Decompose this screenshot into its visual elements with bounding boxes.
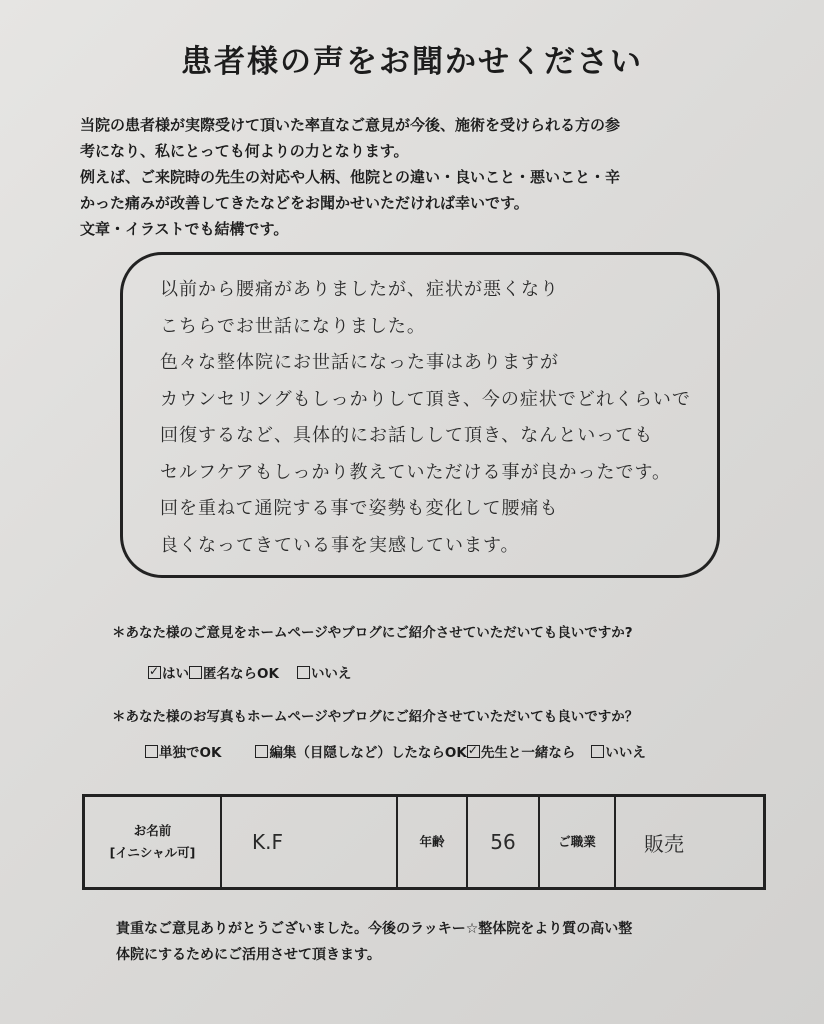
closing-text [116,916,776,968]
question-web-consent: ＊あなた様のご意見をホームページやブログにご紹介させていただいても良いですか? [112,625,633,641]
options-photo-consent [145,741,656,761]
comment-line: こちらでお世話になりました。 [160,315,426,337]
checkbox-anonymous[interactable] [189,666,202,679]
comment-line: 回復するなど、具体的にお話しして頂き、なんといっても [160,425,654,446]
options-web-consent [148,662,361,682]
age-value: 56 [490,830,516,854]
option-label: はい [162,666,189,682]
intro-line: 考になり、私にとっても何よりの力となります。 [80,142,409,160]
checkbox-edited-ok[interactable] [255,745,268,758]
checkbox-alone-ok[interactable] [145,745,158,758]
option-with-teacher[interactable] [467,741,576,761]
checkbox-no[interactable] [297,666,310,679]
comment-line: 以前から腰痛がありましたが、症状が悪くなり [160,279,559,300]
age-value-cell[interactable] [468,797,540,887]
job-label-cell [540,797,616,887]
respondent-info-table [82,794,766,890]
job-label: ご職業 [558,834,596,849]
option-label: 編集（目隠しなど）したならOK [269,745,467,761]
age-label-cell [398,797,468,887]
option-label: いいえ [605,745,646,761]
comment-line: セルフケアもしっかり教えていただける事が良かったです。 [160,461,672,483]
intro-text [80,112,760,242]
closing-line: 体院にするためにご活用させて頂きます。 [116,947,381,963]
intro-line: かった痛みが改善してきたなどをお聞かせいただければ幸いです。 [80,194,529,212]
intro-line: 当院の患者様が実際受けて頂いた率直なご意見が今後、施術を受けられる方の参 [80,116,621,134]
comment-line: 色々な整体院にお世話になった事はありますが [160,352,559,373]
option-anonymous[interactable] [189,662,279,682]
intro-line: 例えば、ご来院時の先生の対応や人柄、他院との違い・良いこと・悪いこと・辛 [80,168,621,186]
checkbox-with-teacher[interactable] [467,745,480,758]
checkbox-photo-no[interactable] [591,745,604,758]
option-photo-no[interactable] [591,741,646,761]
option-yes[interactable] [148,662,189,682]
comment-line: 回を重ねて通院する事で姿勢も変化して腰痛も [160,498,559,519]
name-label-cell [85,797,222,887]
checkbox-yes[interactable] [148,666,161,679]
name-label-note: [イニシャル可] [109,845,196,860]
name-value: K.F [252,830,283,854]
age-label: 年齢 [419,834,445,849]
closing-line: 貴重なご意見ありがとうございました。今後のラッキー☆整体院をより質の高い整 [116,921,633,937]
name-label: お名前 [133,823,172,838]
option-label: いいえ [310,666,352,682]
option-label: 単独でOK [159,745,222,761]
job-value-cell[interactable] [616,797,763,887]
option-alone-ok[interactable] [145,741,221,761]
comment-line: 良くなってきている事を実感しています。 [160,534,520,556]
name-value-cell[interactable] [222,797,398,887]
question-photo-consent: ＊あなた様のお写真もホームページやブログにご紹介させていただいても良いですか？ [112,709,639,725]
intro-line: 文章・イラストでも結構です。 [80,220,289,238]
form-title: 患者様の声をお聞かせください [181,44,643,80]
option-edited-ok[interactable] [255,741,466,761]
option-no[interactable] [297,662,352,682]
comment-line: カウンセリングもしっかりして頂き、今の症状でどれくらいで [160,388,691,410]
handwritten-comment [160,272,720,564]
option-label: 匿名ならOK [203,666,279,682]
option-label: 先生と一緒なら [480,745,576,761]
job-value: 販売 [644,831,684,856]
